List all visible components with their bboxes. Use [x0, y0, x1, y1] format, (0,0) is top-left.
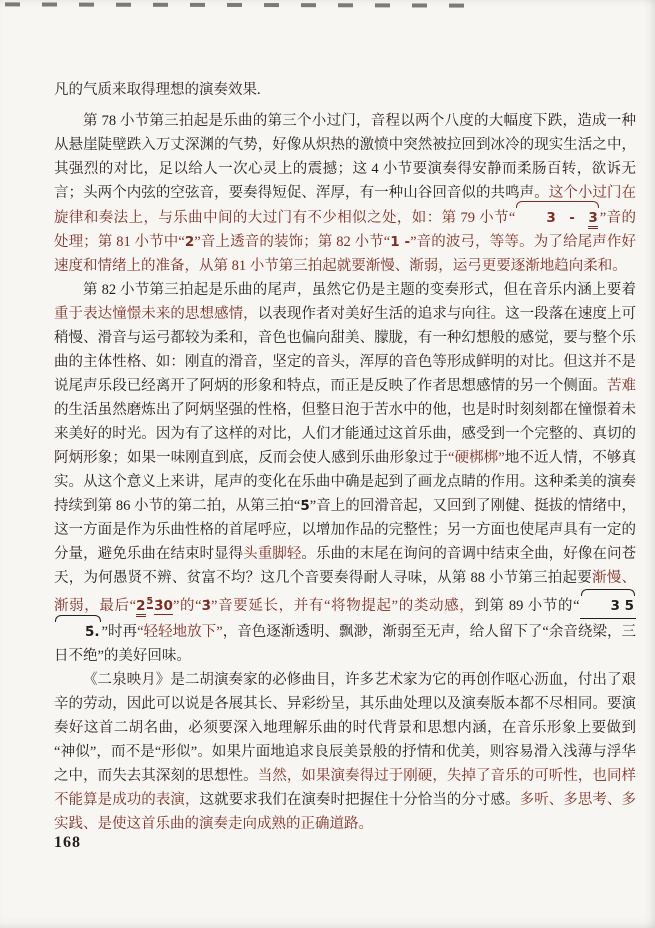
text-run: 地不近人情，不够真实。从这个意义上来讲，尾声的变化在乐曲中确是起到了画龙点睛的作用。这种柔美的演奏持续到第 86 小节的第二拍，从第三拍“ — [54, 450, 637, 514]
text-run: 渐慢、渐弱，最后“ — [54, 570, 637, 614]
text-run: 这就要求我们在演奏时把握住十分恰当的分寸感。 — [199, 792, 520, 808]
jianpu-notation — [580, 593, 637, 619]
text-run: 头重脚轻 — [243, 546, 302, 562]
text-run: ”时再 — [101, 624, 138, 640]
text-run: 苦难 — [606, 378, 637, 394]
text-run: 《二泉映月》是二胡演奏家的必修曲目，许多艺术家为它的再创作呕心沥血，付出了艰辛的劳动，因此可以说是各展其长、异彩纷呈，其乐曲处理以及演奏版本都不尽相同。要演奏好这首二胡名曲，必须要深入地理解乐曲的时代背景和思想内涵，在音乐形象上要做到“神似”，而不是“形似”。如果片面地追求良辰美景般的抒情和优美，则容易滑入浅薄与浮华之中，而失去其深刻的思想性。 — [54, 672, 636, 784]
text-run: ”音要延长，并有“将物提起”的类动感， — [211, 598, 475, 614]
document-body — [54, 78, 636, 836]
text-run: ”音上透音的装饰；第 82 小节“ — [194, 234, 391, 250]
text-run: ，音色逐渐透明、飘渺，渐弱至无声，给人留下了“余音绕梁，三日不绝”的美好回味。 — [54, 624, 637, 664]
jianpu-notation: 2 — [136, 598, 145, 617]
jianpu-notation: 3̇ — [201, 598, 212, 614]
jianpu-notation: 1 - — [390, 234, 411, 250]
text-run: ”的“ — [172, 598, 202, 614]
jianpu-notation: 5 — [146, 596, 154, 607]
text-run: 当然，如果演奏得过于刚硬，失掉了音乐的可听性，也同样不能算是成功的表演， — [54, 768, 636, 808]
text-run: 凡的气质来取得理想的演奏效果. — [54, 82, 261, 98]
paragraph — [54, 668, 636, 836]
paragraph — [54, 109, 636, 278]
paragraph — [54, 278, 636, 668]
jianpu-notation — [515, 205, 599, 230]
text-run: “轻轻地放下” — [137, 624, 223, 640]
jianpu-notation — [154, 598, 173, 615]
jianpu-notation: 5̇ — [300, 498, 310, 514]
text-run: 3̇0 — [154, 598, 173, 614]
text-run: 重于表达憧憬未来的思想感情， — [54, 306, 258, 322]
text-run: “硬梆梆” — [447, 450, 505, 466]
text-run: 多听、多思考、多实践、是使这首乐曲的演奏走向成熟的正确道路。 — [54, 792, 637, 832]
page-number: 168 — [54, 834, 81, 851]
text-run: 到第 89 小节的“ — [474, 598, 580, 614]
text-run: 的生活虽然磨炼出了阿炳坚强的性格，但整日泡于苦水中的他，也是时时刻刻都在憧憬着未来美好的时光。因为有了这样的对比，人们才能通过这首乐曲，感受到一个完整的、真切的阿炳形象；如果一味刚直到底，反而会使人感到乐曲形象过于 — [54, 402, 636, 466]
text-run: 3 — [588, 210, 597, 229]
text-run: 5̇. — [85, 624, 100, 640]
text-run: 以表现作者对美好生活的追求与向往。这一段落在速度上可稍慢、滑音与运弓都较为柔和，音色也偏向甜美、朦胧，有一种幻想般的感觉，要与整个乐曲的主体性格、如：刚直的滑音，坚定的音头，浑厚的音色等形成鲜明的对比。但这并不是说尾声乐段已经离开了阿炳的形象和特点，而正是反映了作者思想感情的另一个侧面。 — [54, 306, 636, 394]
text-run: 3 5 — [610, 598, 635, 614]
text-run: 3 - — [546, 210, 589, 226]
text-run: 这个小过门在旋律和奏法上，与乐曲中间的大过门有不少相似之处，如：第 79 小节“ — [54, 185, 637, 226]
text-run: ”音的波弓，等等。为了给尾声作好速度和情绪上的准备，从第 81 小节第三拍起就要渐慢、渐弱，运弓更要逐渐地趋向柔和。 — [54, 234, 636, 274]
text-run: 第 78 小节第三拍起是乐曲的第三个小过门，音程以两个八度的大幅度下跌，造成一种从悬崖陡壁跌入万丈深渊的气势，好像从炽热的激愤中突然被拉回到冰冷的现实生活之中，其强烈的对比，足以给人一次心灵上的震撼；这 4 小节要演奏得安静而柔肠百转，欲诉无言；头两个内弦的空弦音，要奏得短促、浑厚，有一种山谷回音似的共鸣声。 — [54, 113, 636, 201]
paragraph — [54, 78, 636, 102]
text-run: ”音上的回滑音起，又回到了刚健、挺拔的情绪中，这一方面是作为乐曲性格的首尾呼应，以增加作品的完整性；另一方面也使尾声具有一定的分量，避免乐曲在结束时显得 — [54, 498, 636, 562]
jianpu-notation — [54, 619, 102, 644]
text-run: ”音的处理；第 81 小节中“ — [54, 210, 637, 250]
text-run: 。乐曲的末尾在询问的音调中结束全曲，好像在问苍天，为何愚贤不辨、贫富不均？这几个音要奏得耐人寻味，从第 88 小节第三拍起要 — [54, 546, 637, 586]
jianpu-notation: 2 — [184, 234, 195, 250]
text-run: 第 82 小节第三拍起是乐曲的尾声，虽然它仍是主题的变奏形式，但在音乐内涵上要着 — [83, 282, 636, 298]
page-top-scan-marks — [5, 2, 483, 7]
